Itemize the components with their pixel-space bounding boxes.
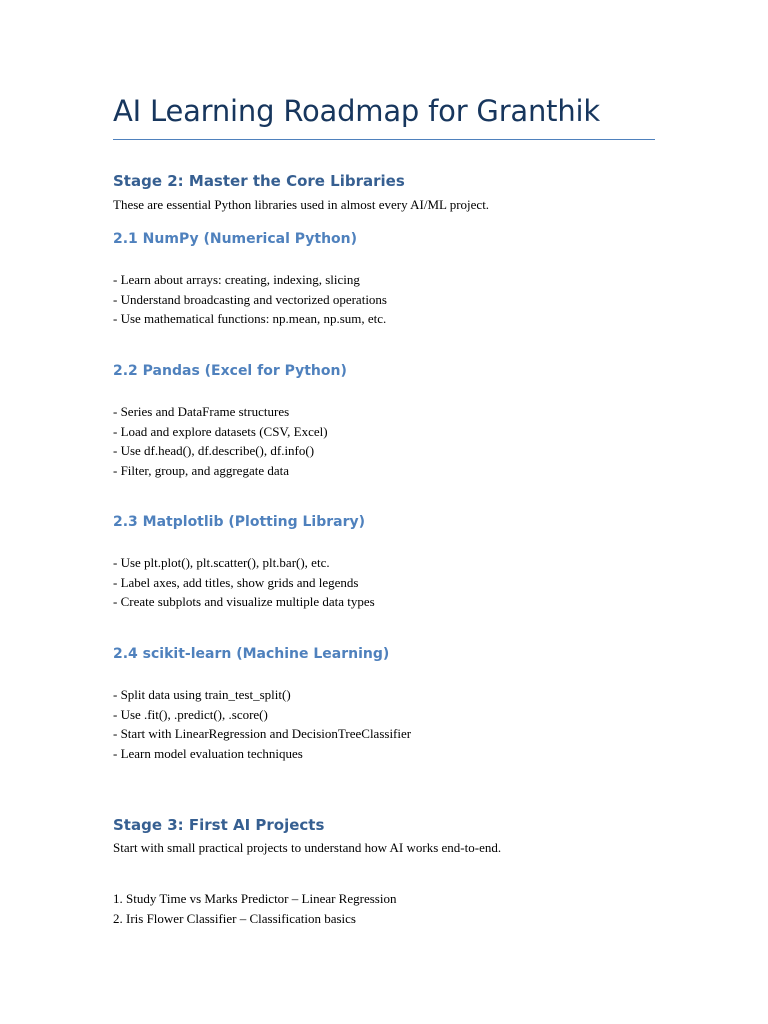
list-item: 1. Study Time vs Marks Predictor – Linear Regression — [113, 891, 397, 906]
section-numpy-heading: 2.1 NumPy (Numerical Python) — [113, 231, 358, 247]
list-item: - Use mathematical functions: np.mean, np.sum, etc. — [113, 311, 387, 326]
section-pandas-list — [113, 402, 328, 480]
list-item: - Series and DataFrame structures — [113, 404, 290, 419]
list-item: - Label axes, add titles, show grids and legends — [113, 574, 359, 590]
stage2-heading: Stage 2: Master the Core Libraries — [113, 172, 405, 190]
section-numpy-list — [113, 270, 387, 329]
list-item: - Load and explore datasets (CSV, Excel) — [113, 423, 328, 439]
list-item: - Split data using train_test_split() — [113, 687, 291, 702]
list-item: - Understand broadcasting and vectorized operations — [113, 291, 387, 307]
stage3-heading: Stage 3: First AI Projects — [113, 816, 325, 834]
stage3-intro: Start with small practical projects to understand how AI works end-to-end. — [113, 840, 502, 855]
list-item: - Use .fit(), .predict(), .score() — [113, 706, 268, 722]
list-item: - Start with LinearRegression and DecisionTreeClassifier — [113, 726, 412, 741]
list-item: - Learn model evaluation techniques — [113, 745, 303, 761]
document-title: AI Learning Roadmap for Granthik — [113, 94, 600, 128]
list-item: - Use plt.plot(), plt.scatter(), plt.bar(), etc. — [113, 555, 330, 570]
list-item: - Create subplots and visualize multiple data types — [113, 594, 375, 609]
title-underline — [113, 139, 655, 140]
list-item: 2. Iris Flower Classifier – Classification basics — [113, 910, 356, 926]
stage2-intro: These are essential Python libraries used in almost every AI/ML project. — [113, 197, 490, 212]
stage3-project-list — [113, 889, 396, 928]
section-matplotlib-heading: 2.3 Matplotlib (Plotting Library) — [113, 514, 366, 530]
list-item: - Use df.head(), df.describe(), df.info() — [113, 443, 315, 458]
section-pandas-heading: 2.2 Pandas (Excel for Python) — [113, 363, 347, 379]
list-item: - Filter, group, and aggregate data — [113, 462, 289, 478]
section-scikit-learn-heading: 2.4 scikit-learn (Machine Learning) — [113, 646, 390, 662]
section-scikit-learn-list — [113, 685, 411, 763]
section-matplotlib-list — [113, 553, 375, 612]
list-item: - Learn about arrays: creating, indexing, slicing — [113, 272, 360, 287]
